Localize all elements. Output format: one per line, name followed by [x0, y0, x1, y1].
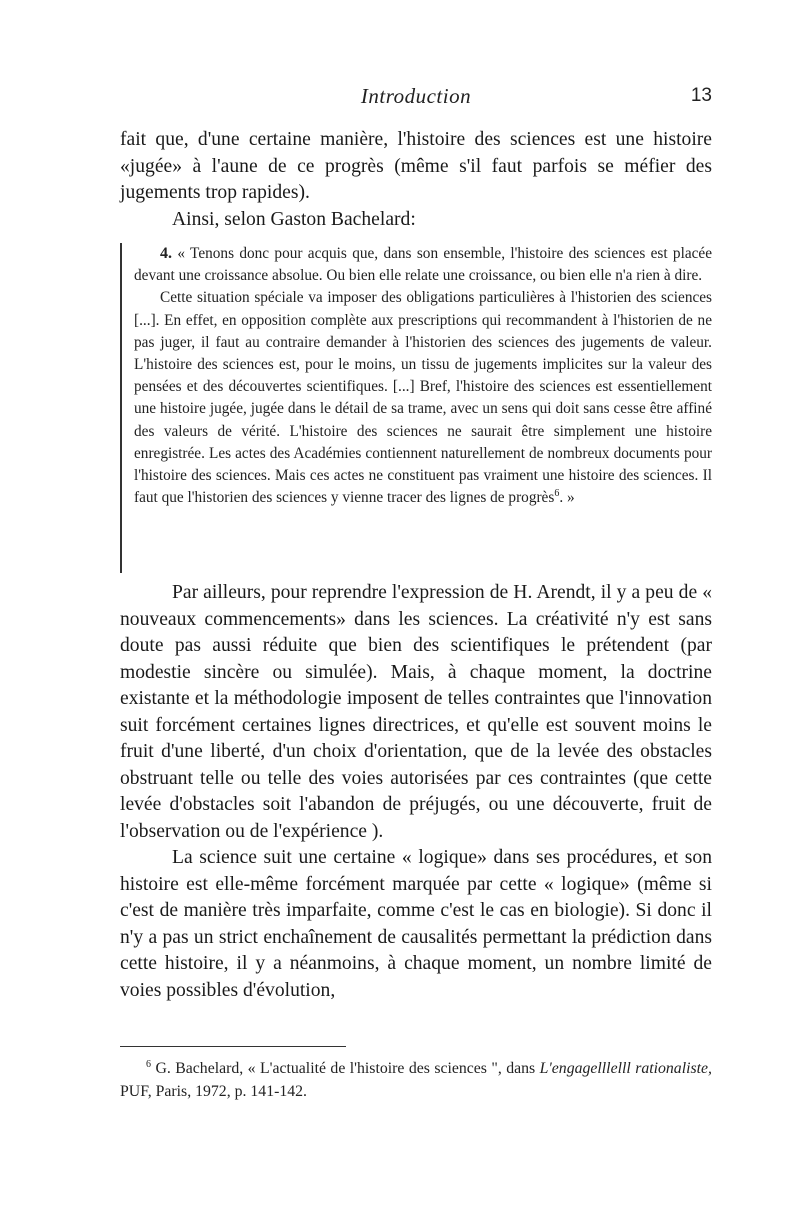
footnote-reference[interactable]: 6: [554, 488, 560, 500]
quote-introduction: Ainsi, selon Gaston Bachelard:: [172, 208, 416, 230]
running-header: [120, 84, 712, 112]
block-quote: [120, 243, 712, 573]
quote-text: Cette situation spéciale va imposer des obligations particulières à l'historien des sciences [...]. En effet, en opposition complète aux prescriptions qui recommandent à l'historien de ne pas juger, il faut au contraire demander à l'historien des sciences des jugements de valeur. L'histoire des sciences est, pour le moins, un tissu de jugements implicites sur la valeur des pensées et des découvertes scientifiques. [...] Bref, l'histoire des sciences est essentiellement une histoire jugée, jugée dans le détail de sa trame, avec un sens qui doit sans cesse être affiné des valeurs de vérité. L'histoire des sciences ne saurait être simplement une histoire enregistrée. Les actes des Académies contiennent naturellement de nombreux documents pour l'histoire des sciences. Mais ces actes ne constituent pas vraiment une histoire des sciences. Il faut que l'historien des sciences y vienne tracer des lignes de progrès: [134, 289, 712, 507]
body-paragraph: La science suit une certaine « logique» dans ses procédures, et son histoire est elle-même forcément marquée par cette « logique» (même si c'est de manière très imparfaite, comme c'est le cas en biologie). Si donc il n'y a pas un strict enchaînement de causalités permettant la prédiction dans cette histoire, il y a néanmoins, à chaque moment, un nombre limité de voies possibles d'évolution,: [120, 847, 712, 1001]
body-paragraph: Par ailleurs, pour reprendre l'expression de H. Arendt, il y a peu de « nouveaux commencements» dans les sciences. La créativité n'y est sans doute pas aussi réduite que bien des scientifiques le prétendent (par modestie sincère ou simulée). Mais, à chaque moment, la doctrine existante et la méthodologie imposent de telles contraintes que l'innovation suit forcément certaines lignes directrices, et qu'elle est souvent moins le fruit d'une liberté, d'un choix d'orientation, que de la levée des obstacles obstruant telle ou telle des voies autorisées par ces contraintes (que cette levée d'obstacles soit l'abandon de préjugés, ou une découverte, fruit de l'observation ou de l'expérience ).: [120, 582, 712, 842]
quote-number: 4.: [160, 245, 172, 262]
footnote-marker: 6: [146, 1059, 151, 1070]
running-title: Introduction: [360, 84, 472, 108]
footnote-divider: [120, 1046, 346, 1047]
footnote-citation: G. Bachelard, « L'actualité de l'histoire des sciences ", dans: [151, 1060, 540, 1077]
quote-paragraph: [134, 243, 712, 287]
footnote: [120, 1058, 712, 1103]
footnote-book-title: L'engagelllelll rationaliste,: [539, 1060, 712, 1077]
main-text: [120, 580, 712, 1004]
lead-text: [120, 127, 712, 233]
quote-paragraph: [134, 287, 712, 509]
quote-text: « Tenons donc pour acquis que, dans son ensemble, l'histoire des sciences est placée devant une croissance absolue. Ou bien elle relate une croissance, ou bien elle n'a rien à dire.: [134, 245, 712, 285]
quote-closing: . »: [559, 489, 575, 507]
footnote-text: [120, 1058, 712, 1103]
lead-paragraph: fait que, d'une certaine manière, l'histoire des sciences est une histoire «jugée» à l'aune de ce progrès (même s'il faut parfois se méfier des jugements trop rapides).: [120, 129, 712, 203]
footnote-publication: PUF, Paris, 1972, p. 141-142.: [120, 1082, 307, 1100]
page-number: 13: [690, 85, 712, 106]
